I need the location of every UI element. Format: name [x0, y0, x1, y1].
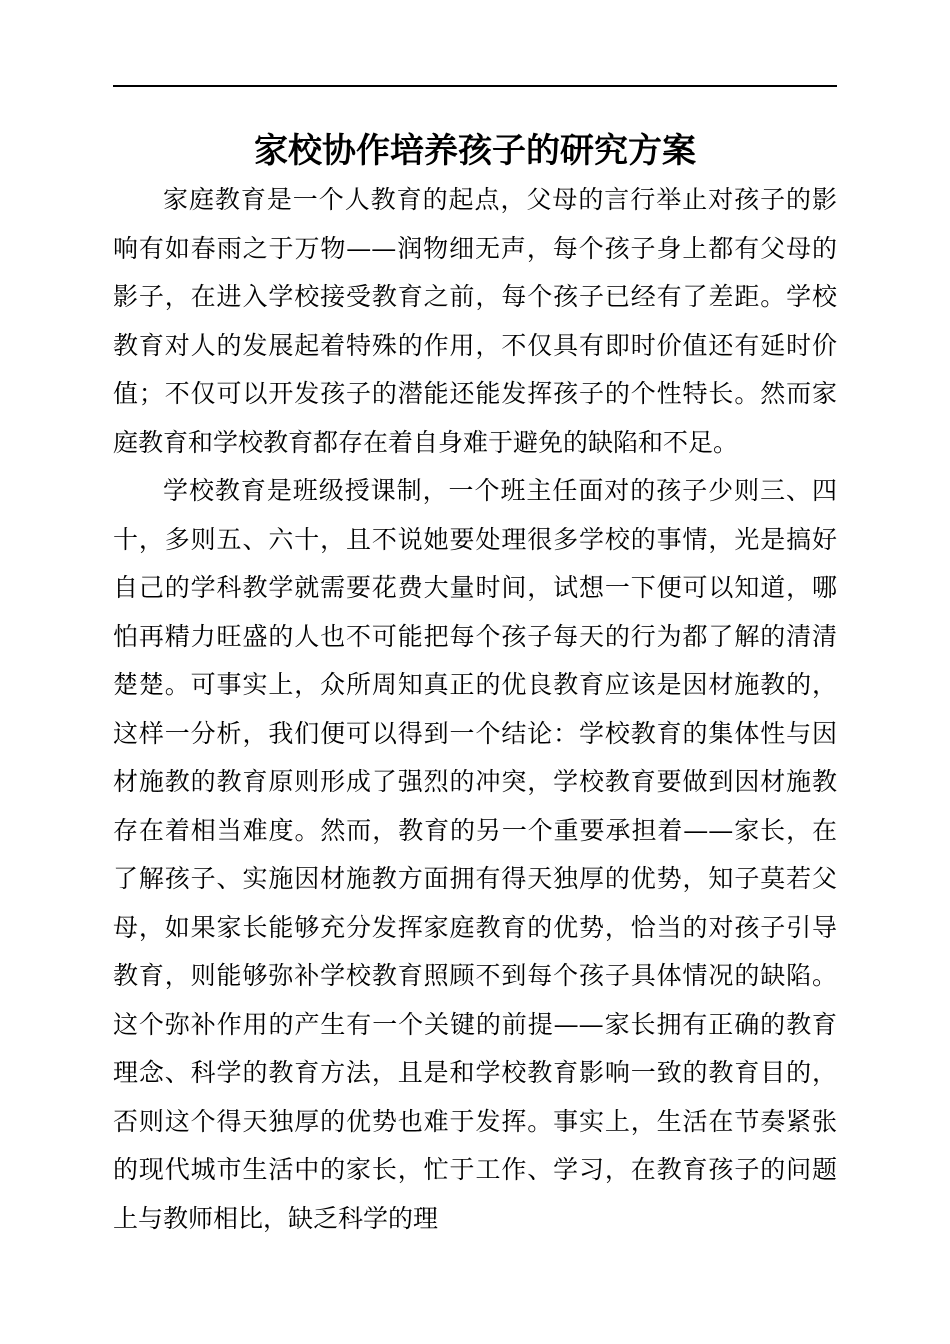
paragraph-1: 家庭教育是一个人教育的起点，父母的言行举止对孩子的影响有如春雨之于万物——润物细无声，每个孩子身上都有父母的影子，在进入学校接受教育之前，每个孩子已经有了差距。学校教育对人的发展起着特殊的作用，不仅具有即时价值还有延时价值；不仅可以开发孩子的潜能还能发挥孩子的个性特长。然而家庭教育和学校教育都存在着自身难于避免的缺陷和不足。 — [113, 185, 837, 457]
paragraph-2: 学校教育是班级授课制，一个班主任面对的孩子少则三、四十，多则五、六十，且不说她要处理很多学校的事情，光是搞好自己的学科教学就需要花费大量时间，试想一下便可以知道，哪怕再精力旺盛的人也不可能把每个孩子每天的行为都了解的清清楚楚。可事实上，众所周知真正的优良教育应该是因材施教的，这样一分析，我们便可以得到一个结论：学校教育的集体性与因材施教的教育原则形成了强烈的冲突，学校教育要做到因材施教存在着相当难度。然而，教育的另一个重要承担着——家长，在了解孩子、实施因材施教方面拥有得天独厚的优势，知子莫若父母，如果家长能够充分发挥家庭教育的优势，恰当的对孩子引导教育，则能够弥补学校教育照顾不到每个孩子具体情况的缺陷。这个弥补作用的产生有一个关键的前提——家长拥有正确的教育理念、科学的教育方法，且是和学校教育影响一致的教育目的，否则这个得天独厚的优势也难于发挥。事实上，生活在节奏紧张的现代城市生活中的家长，忙于工作、学习，在教育孩子的问题上与教师相比，缺乏科学的理 — [113, 476, 837, 1233]
header-rule — [113, 85, 837, 87]
document-title: 家校协作培养孩子的研究方案 — [254, 131, 696, 171]
document-body — [113, 176, 837, 1243]
